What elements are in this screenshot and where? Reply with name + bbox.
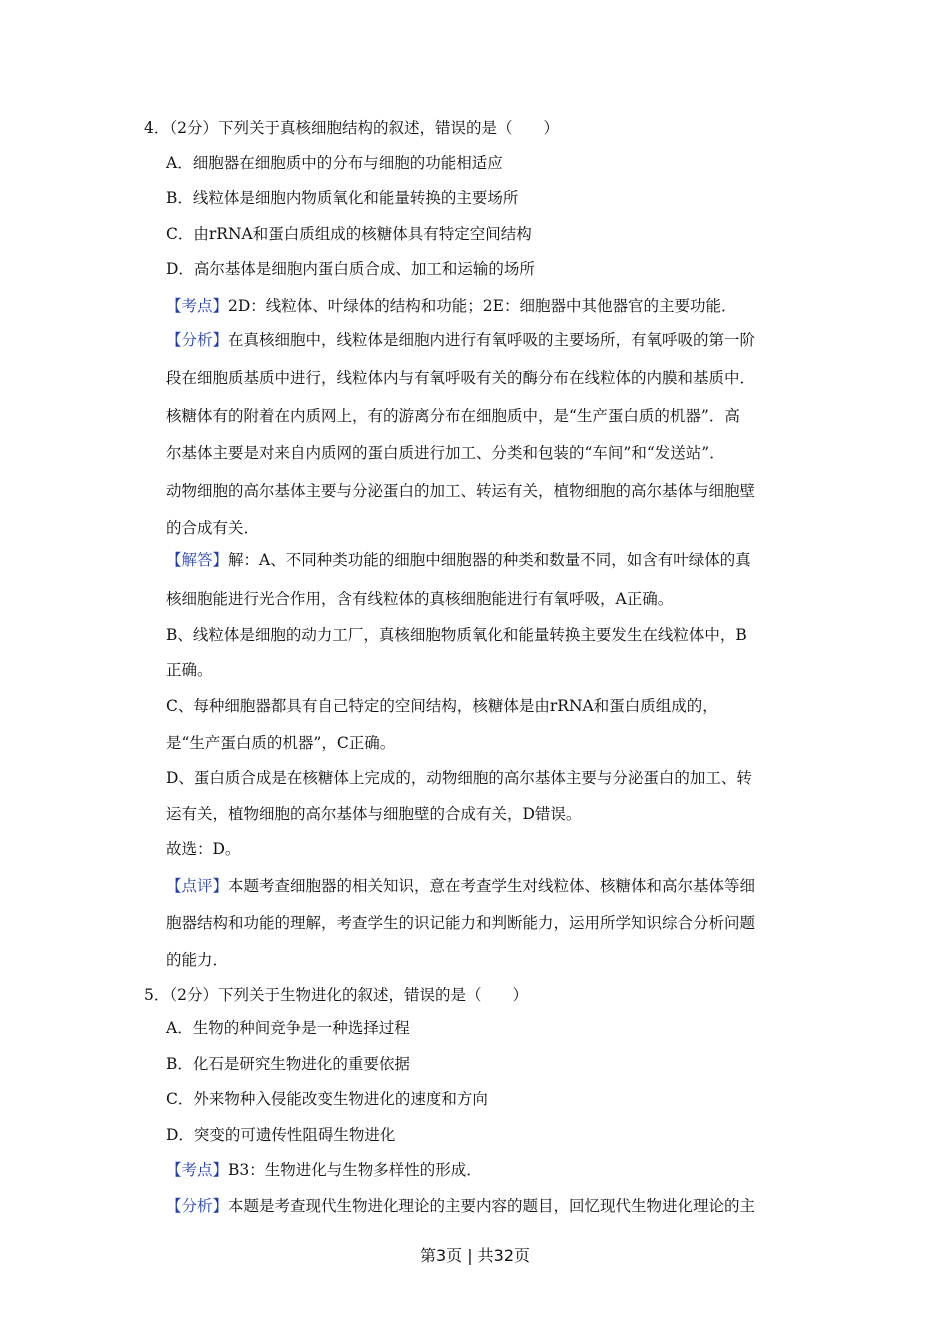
q4-jieda-tag: 【解答】 bbox=[166, 551, 229, 569]
q4-jieda-line-1 bbox=[166, 550, 751, 570]
q4-dianping-line-3: 的能力． bbox=[166, 951, 229, 969]
q4-jieda-text-1: 解：A、不同种类功能的细胞中细胞器的种类和数量不同，如含有叶绿体的真 bbox=[228, 551, 751, 569]
q4-kaodian-text: 2D：线粒体、叶绿体的结构和功能；2E：细胞器中其他器官的主要功能． bbox=[228, 297, 737, 315]
q4-jieda-line-3: B、线粒体是细胞的动力工厂，真核细胞物质氧化和能量转换主要发生在线粒体中，B bbox=[166, 626, 747, 644]
page-footer: 第3页 | 共32页 bbox=[419, 1246, 531, 1265]
q4-dianping-line-1 bbox=[166, 876, 755, 896]
q5-option-a: A．生物的种间竞争是一种选择过程 bbox=[166, 1019, 410, 1037]
q4-fenxi-line-6: 的合成有关． bbox=[166, 519, 260, 537]
q4-fenxi-line-2: 段在细胞质基质中进行，线粒体内与有氧呼吸有关的酶分布在线粒体的内膜和基质中． bbox=[166, 369, 756, 387]
q4-kaodian-tag: 【考点】 bbox=[166, 297, 229, 315]
q4-option-a: A．细胞器在细胞质中的分布与细胞的功能相适应 bbox=[166, 154, 503, 172]
q5-option-b: B．化石是研究生物进化的重要依据 bbox=[166, 1055, 410, 1073]
q4-fenxi-tag: 【分析】 bbox=[166, 331, 229, 349]
q5-fenxi-text: 本题是考查现代生物进化理论的主要内容的题目，回忆现代生物进化理论的主 bbox=[228, 1197, 756, 1215]
q4-jieda-line-4: 正确。 bbox=[166, 661, 213, 679]
q4-fenxi-line-1 bbox=[166, 330, 755, 350]
q4-option-c: C．由rRNA和蛋白质组成的核糖体具有特定空间结构 bbox=[166, 225, 532, 243]
q4-dianping-tag: 【点评】 bbox=[166, 877, 229, 895]
q5-fenxi-tag: 【分析】 bbox=[166, 1197, 229, 1215]
q4-dianping-text-1: 本题考查细胞器的相关知识，意在考查学生对线粒体、核糖体和高尔基体等细 bbox=[228, 877, 756, 895]
q5-option-d: D．突变的可遗传性阻碍生物进化 bbox=[166, 1126, 396, 1144]
q4-jieda-line-6: 是“生产蛋白质的机器”，C正确。 bbox=[166, 734, 396, 752]
q4-jieda-line-9: 故选：D。 bbox=[166, 840, 241, 858]
q4-fenxi-line-5: 动物细胞的高尔基体主要与分泌蛋白的加工、转运有关，植物细胞的高尔基体与细胞壁 bbox=[166, 482, 756, 500]
q4-stem: 4．（2分）下列关于真核细胞结构的叙述，错误的是（ ） bbox=[144, 119, 559, 137]
q4-fenxi-line-4: 尔基体主要是对来自内质网的蛋白质进行加工、分类和包装的“车间”和“发送站”． bbox=[166, 444, 725, 462]
q5-fenxi bbox=[166, 1196, 755, 1216]
q5-kaodian-text: B3：生物进化与生物多样性的形成． bbox=[228, 1161, 482, 1179]
q4-kaodian bbox=[166, 296, 736, 316]
q4-jieda-line-2: 核细胞能进行光合作用，含有线粒体的真核细胞能进行有氧呼吸，A正确。 bbox=[166, 590, 674, 608]
q5-stem: 5．（2分）下列关于生物进化的叙述，错误的是（ ） bbox=[144, 986, 528, 1004]
q4-jieda-line-5: C、每种细胞器都具有自己特定的空间结构，核糖体是由rRNA和蛋白质组成的， bbox=[166, 697, 718, 715]
q4-option-d: D．高尔基体是细胞内蛋白质合成、加工和运输的场所 bbox=[166, 260, 535, 278]
q5-option-c: C．外来物种入侵能改变生物进化的速度和方向 bbox=[166, 1090, 488, 1108]
q4-jieda-line-8: 运有关，植物细胞的高尔基体与细胞壁的合成有关，D错误。 bbox=[166, 805, 582, 823]
q4-fenxi-line-3: 核糖体有的附着在内质网上，有的游离分布在细胞质中，是“生产蛋白质的机器”．高 bbox=[166, 407, 740, 425]
q4-jieda-line-7: D、蛋白质合成是在核糖体上完成的，动物细胞的高尔基体主要与分泌蛋白的加工、转 bbox=[166, 769, 752, 787]
q5-kaodian bbox=[166, 1160, 482, 1180]
q5-kaodian-tag: 【考点】 bbox=[166, 1161, 229, 1179]
q4-option-b: B．线粒体是细胞内物质氧化和能量转换的主要场所 bbox=[166, 189, 519, 207]
q4-dianping-line-2: 胞器结构和功能的理解，考查学生的识记能力和判断能力，运用所学知识综合分析问题 bbox=[166, 914, 756, 932]
q4-fenxi-text-1: 在真核细胞中，线粒体是细胞内进行有氧呼吸的主要场所，有氧呼吸的第一阶 bbox=[228, 331, 756, 349]
